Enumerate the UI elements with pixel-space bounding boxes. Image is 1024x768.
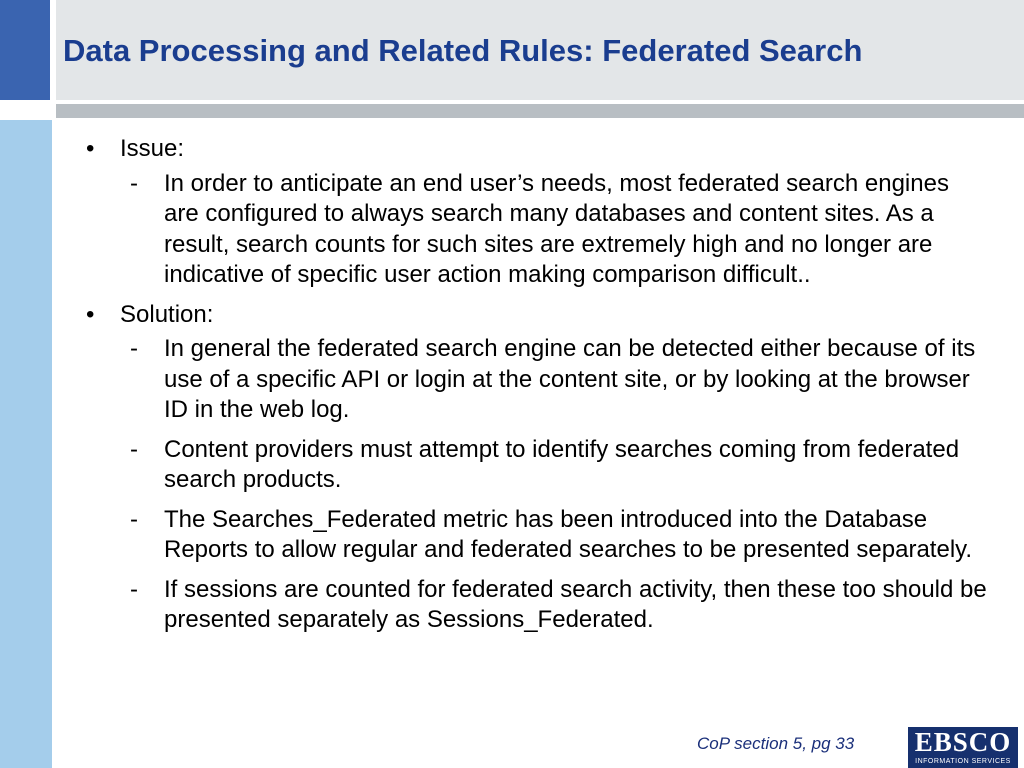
sub-item: [78, 169, 988, 291]
sub-item: [78, 334, 988, 426]
sub-item: [78, 435, 988, 496]
logo-name: EBSCO: [914, 727, 1012, 757]
slide-title: Data Processing and Related Rules: Federated Search: [63, 33, 863, 68]
bullet-solution: [78, 300, 988, 331]
sub-item-dash: -: [130, 435, 138, 463]
sub-item-text: In general the federated search engine can be detected either because of its use of a specific API or login at the content site, or by looking at the browser ID in the web log.: [164, 335, 976, 423]
bullet-marker: •: [86, 135, 95, 162]
title-bar-stripe: [56, 104, 1024, 118]
ebsco-logo: [908, 727, 1018, 768]
logo-tagline: INFORMATION SERVICES: [915, 758, 1011, 765]
sub-item-dash: -: [130, 505, 138, 533]
sub-item: [78, 505, 988, 566]
sub-item-text: The Searches_Federated metric has been introduced into the Database Reports to allow regular and federated searches to be presented separately.: [164, 505, 973, 563]
sub-item-text: Content providers must attempt to identify searches coming from federated search products.: [164, 435, 960, 493]
sub-item-dash: -: [130, 169, 138, 197]
left-band: [0, 120, 52, 768]
slide-content: [78, 134, 988, 645]
bullet-issue: [78, 134, 988, 165]
sub-item: [78, 575, 988, 636]
bullet-marker: •: [86, 300, 95, 328]
sub-item-dash: -: [130, 335, 138, 362]
page-reference: CoP section 5, pg 33: [697, 734, 855, 753]
sub-item-dash: -: [130, 575, 138, 603]
issue-sub-list: [78, 169, 988, 291]
solution-sub-list: [78, 334, 988, 636]
left-band-top: [0, 0, 50, 100]
bullet-label: Solution:: [120, 300, 214, 328]
bullet-label: Issue:: [120, 135, 185, 162]
sub-item-text: In order to anticipate an end user’s needs, most federated search engines are configured to always search many databases and content sites. As a result, search counts for such sites are extremely high and no longer are indicative of specific user action making comparison difficult..: [164, 169, 949, 288]
sub-item-text: If sessions are counted for federated search activity, then these too should be presented separately as Sessions_Federated.: [164, 575, 987, 633]
